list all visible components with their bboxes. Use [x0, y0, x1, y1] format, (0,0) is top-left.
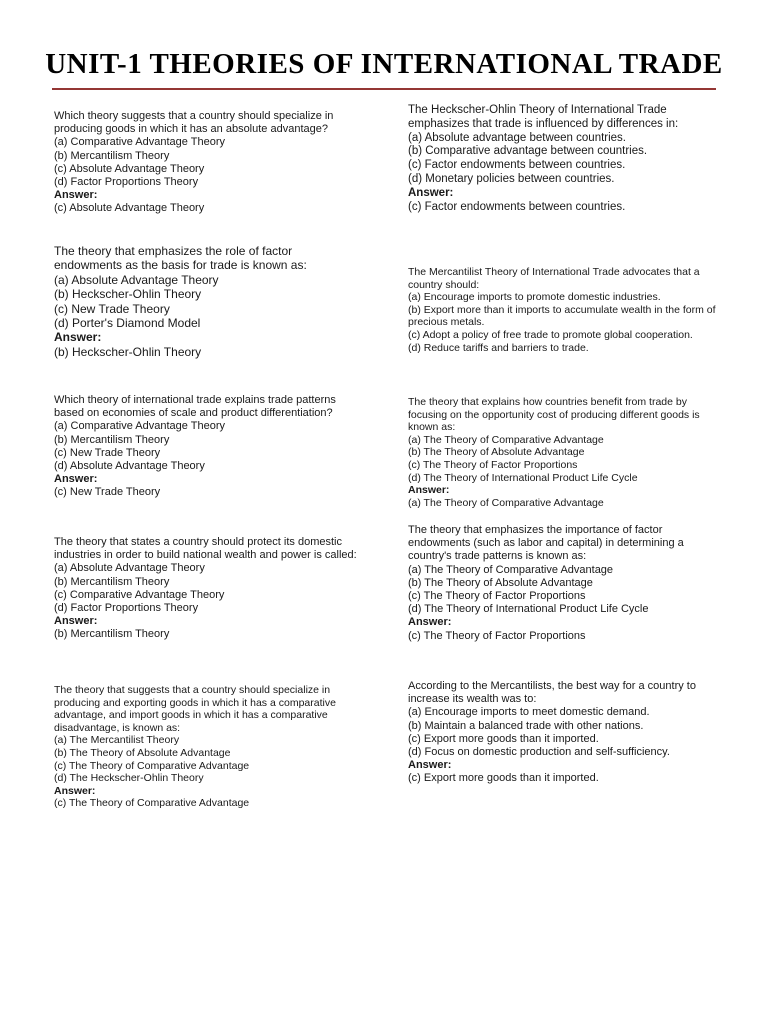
option: (a) Encourage imports to promote domestic industries.	[408, 291, 661, 304]
question-block	[54, 110, 360, 216]
option: (b) Maintain a balanced trade with other nations.	[408, 719, 644, 732]
option: (c) Factor endowments between countries.	[408, 159, 626, 172]
answer-value: (c) Absolute Advantage Theory	[54, 202, 205, 215]
answer-label: Answer:	[54, 473, 98, 486]
question-block	[408, 680, 722, 786]
option: (a) The Theory of Comparative Advantage	[408, 433, 604, 446]
option: (c) Absolute Advantage Theory	[54, 162, 205, 175]
option: (b) The Theory of Absolute Advantage	[408, 446, 585, 459]
answer-label: Answer:	[54, 784, 96, 797]
question-block	[54, 536, 360, 642]
answer-value: (c) The Theory of Comparative Advantage	[54, 797, 250, 810]
option: (c) New Trade Theory	[54, 446, 161, 459]
option: (d) The Theory of International Product Life Cycle	[408, 471, 638, 484]
page-title: UNIT-1 THEORIES OF INTERNATIONAL TRADE	[45, 48, 723, 80]
question-block	[408, 396, 722, 509]
option: (b) Mercantilism Theory	[54, 149, 170, 162]
question-stem: Which theory suggests that a country should specialize in producing goods in which it has an absolute advantage?	[54, 110, 334, 136]
question-block	[408, 266, 722, 354]
option: (a) The Mercantilist Theory	[54, 734, 180, 747]
answer-label: Answer:	[54, 189, 98, 202]
option: (b) Heckscher-Ohlin Theory	[54, 287, 202, 302]
option: (d) Factor Proportions Theory	[54, 601, 199, 614]
option: (b) Mercantilism Theory	[54, 433, 170, 446]
option: (d) Monetary policies between countries.	[408, 172, 615, 185]
option: (a) The Theory of Comparative Advantage	[408, 563, 614, 576]
answer-value: (a) The Theory of Comparative Advantage	[408, 496, 604, 509]
question-stem: Which theory of international trade explains trade patterns based on economies of scale and product differentiation?	[54, 394, 336, 420]
answer-label: Answer:	[408, 484, 450, 497]
answer-value: (b) Mercantilism Theory	[54, 628, 170, 641]
answer-value: (b) Heckscher-Ohlin Theory	[54, 344, 202, 359]
question-stem: The theory that emphasizes the importance of factor endowments (such as labor and capital) in determining a country's trade patterns is known as:	[408, 524, 684, 563]
question-stem: According to the Mercantilists, the best way for a country to increase its wealth was to:	[408, 680, 696, 706]
question-stem: The theory that states a country should protect its domestic industries in order to build national wealth and power is called:	[54, 536, 357, 562]
title-underline	[52, 88, 716, 90]
option: (c) Comparative Advantage Theory	[54, 588, 225, 601]
option: (b) Mercantilism Theory	[54, 575, 170, 588]
option: (c) Adopt a policy of free trade to promote global cooperation.	[408, 328, 693, 341]
answer-value: (c) Factor endowments between countries.	[408, 200, 626, 213]
option: (d) Reduce tariffs and barriers to trade.	[408, 341, 589, 354]
option: (d) The Heckscher-Ohlin Theory	[54, 772, 204, 785]
option: (a) Comparative Advantage Theory	[54, 420, 225, 433]
answer-label: Answer:	[54, 615, 98, 628]
answer-value: (c) New Trade Theory	[54, 486, 161, 499]
option: (c) New Trade Theory	[54, 301, 170, 316]
question-block	[408, 524, 722, 643]
answer-label: Answer:	[408, 616, 452, 629]
option: (a) Absolute Advantage Theory	[54, 562, 205, 575]
answer-label: Answer:	[408, 759, 452, 772]
option: (a) Encourage imports to meet domestic demand.	[408, 706, 650, 719]
answer-label: Answer:	[408, 186, 454, 199]
option: (d) Focus on domestic production and self-sufficiency.	[408, 745, 670, 758]
option: (a) Absolute Advantage Theory	[54, 272, 219, 287]
option: (d) Absolute Advantage Theory	[54, 459, 205, 472]
option: (c) The Theory of Comparative Advantage	[54, 759, 250, 772]
option: (c) The Theory of Factor Proportions	[408, 458, 578, 471]
option: (a) Comparative Advantage Theory	[54, 136, 225, 149]
question-block	[54, 394, 360, 500]
option: (b) The Theory of Absolute Advantage	[408, 576, 593, 589]
question-stem: The theory that emphasizes the role of factor endowments as the basis for trade is known as:	[54, 244, 307, 273]
option: (d) The Theory of International Product Life Cycle	[408, 603, 649, 616]
question-block	[54, 684, 360, 810]
option: (c) Export more goods than it imported.	[408, 732, 599, 745]
question-stem: The theory that suggests that a country should specialize in producing and exporting goods in which it has a comparative advantage, and import goods in which it has a comparative disadvantage, is known as:	[54, 684, 336, 734]
option: (b) Comparative advantage between countries.	[408, 145, 648, 158]
option: (c) The Theory of Factor Proportions	[408, 589, 586, 602]
question-stem: The theory that explains how countries benefit from trade by focusing on the opportunity cost of producing different goods is known as:	[408, 396, 700, 434]
option: (b) Export more than it imports to accumulate wealth in the form of precious metals.	[408, 303, 716, 329]
question-block	[54, 244, 360, 359]
option: (b) The Theory of Absolute Advantage	[54, 746, 231, 759]
question-stem: The Mercantilist Theory of International Trade advocates that a country should:	[408, 266, 700, 291]
answer-value: (c) The Theory of Factor Proportions	[408, 629, 586, 642]
option: (d) Factor Proportions Theory	[54, 175, 199, 188]
question-stem: The Heckscher-Ohlin Theory of International Trade emphasizes that trade is influenced by differences in:	[408, 104, 679, 130]
question-block	[408, 104, 722, 214]
answer-value: (c) Export more goods than it imported.	[408, 772, 599, 785]
option: (d) Porter's Diamond Model	[54, 315, 201, 330]
answer-label: Answer:	[54, 330, 102, 345]
option: (a) Absolute advantage between countries.	[408, 131, 627, 144]
